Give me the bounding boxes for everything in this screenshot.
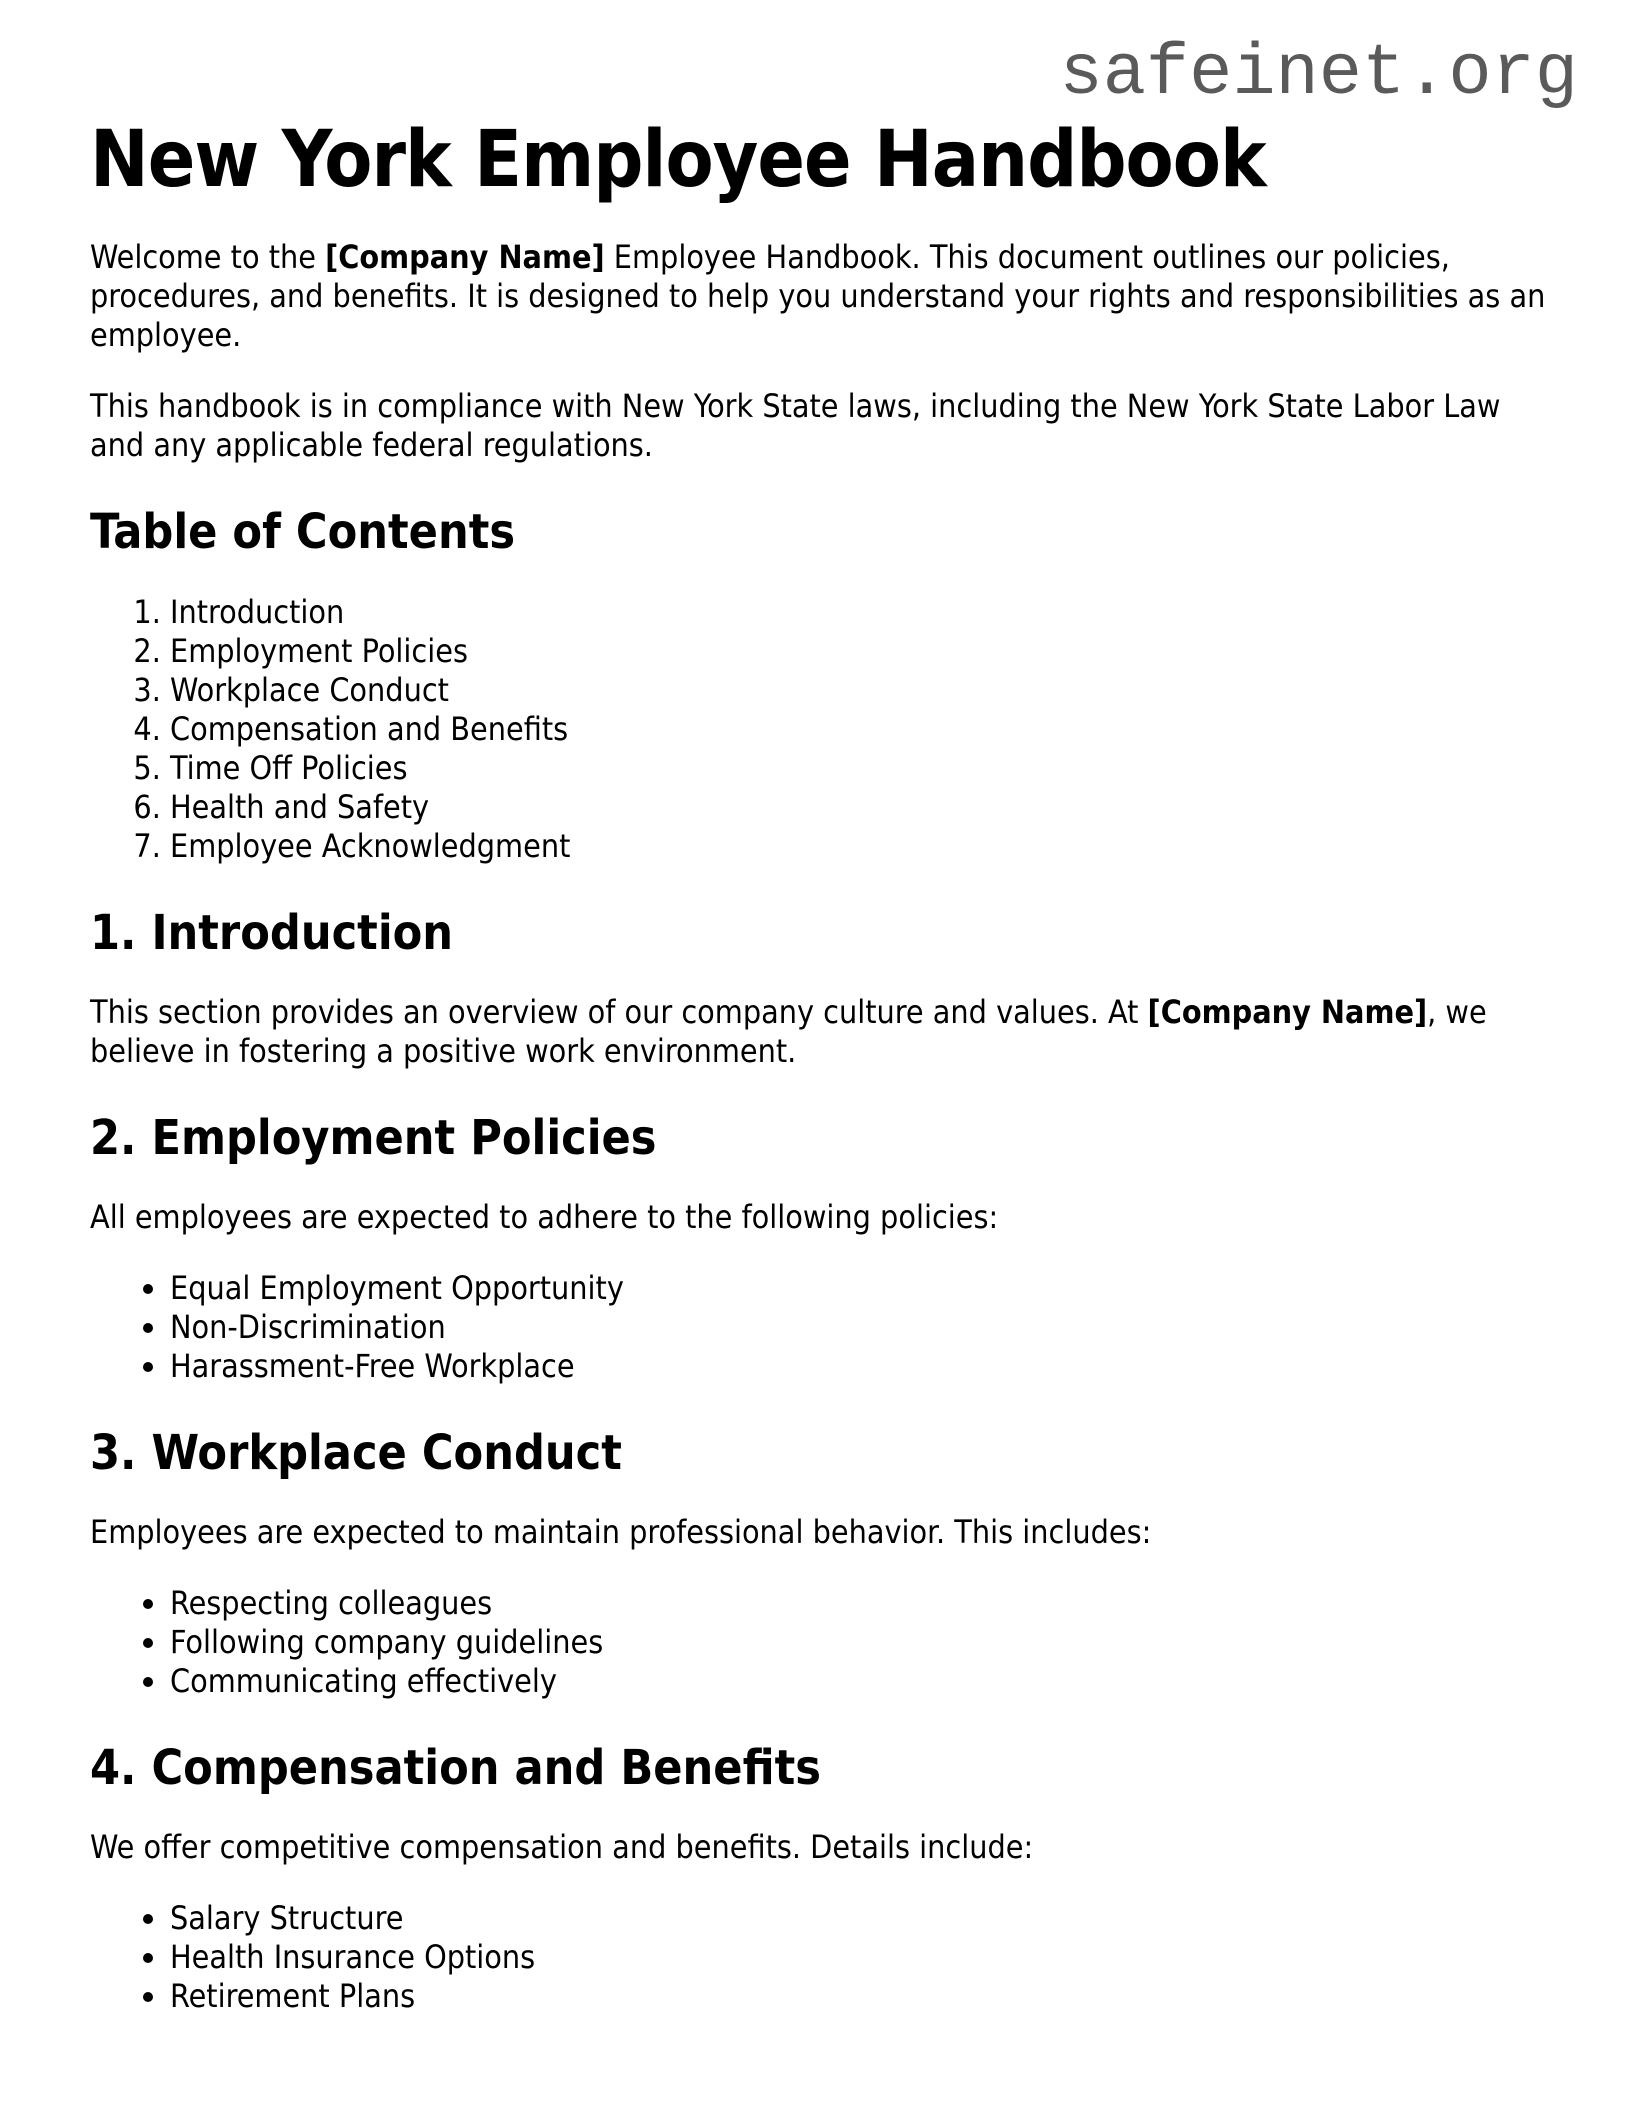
list-item: • Non-Discrimination bbox=[170, 1308, 1554, 1347]
welcome-paragraph: Welcome to the [Company Name] Employee Handbook. This document outlines our policies, procedures, and benefits. It is designed to help you understand your rights and responsibilities as an employee. bbox=[90, 238, 1546, 355]
list-item: • Salary Structure bbox=[170, 1899, 1554, 1938]
section-workplace-conduct bbox=[90, 1426, 1554, 1701]
toc-item-compensation-and-benefits: 4. Compensation and Benefits bbox=[170, 710, 1554, 749]
list-item: • Equal Employment Opportunity bbox=[170, 1269, 1554, 1308]
toc-heading: Table of Contents bbox=[90, 504, 516, 561]
list-item: • Following company guidelines bbox=[170, 1623, 1554, 1662]
toc-item-time-off-policies: 5. Time Off Policies bbox=[170, 749, 1554, 788]
section-compensation-and-benefits bbox=[90, 1741, 1554, 2016]
list-item: • Health Insurance Options bbox=[170, 1938, 1554, 1977]
section-heading-workplace-conduct: 3. Workplace Conduct bbox=[90, 1424, 622, 1481]
toc-list bbox=[90, 593, 1554, 866]
toc-item-introduction: 1. Introduction bbox=[170, 593, 1554, 632]
page-title: New York Employee Handbook bbox=[90, 115, 1266, 205]
section-body-workplace-conduct: Employees are expected to maintain professional behavior. This includes: bbox=[90, 1513, 1152, 1552]
site-logo: safeinet.org bbox=[1059, 33, 1578, 115]
section-heading-introduction: 1. Introduction bbox=[90, 904, 454, 961]
list-item: • Communicating effectively bbox=[170, 1662, 1554, 1701]
compliance-paragraph: This handbook is in compliance with New York State laws, including the New York State Labor Law and any applicable federal regulations. bbox=[90, 387, 1501, 465]
list-item: • Harassment-Free Workplace bbox=[170, 1347, 1554, 1386]
section-heading-compensation-and-benefits: 4. Compensation and Benefits bbox=[90, 1740, 821, 1797]
section-body-introduction: This section provides an overview of our company culture and values. At [Company Name], we believe in fostering a positive work environment. bbox=[90, 992, 1487, 1070]
section-employment-policies bbox=[90, 1111, 1554, 1386]
employment-policies-list bbox=[90, 1269, 1554, 1386]
list-item: • Respecting colleagues bbox=[170, 1584, 1554, 1623]
toc-item-employee-acknowledgment: 7. Employee Acknowledgment bbox=[170, 827, 1554, 866]
section-introduction bbox=[90, 906, 1554, 1071]
workplace-conduct-list bbox=[90, 1584, 1554, 1701]
section-body-compensation-and-benefits: We offer competitive compensation and benefits. Details include: bbox=[90, 1828, 1034, 1867]
section-heading-employment-policies: 2. Employment Policies bbox=[90, 1109, 657, 1166]
toc-item-employment-policies: 2. Employment Policies bbox=[170, 632, 1554, 671]
compensation-benefits-list bbox=[90, 1899, 1554, 2016]
toc-item-health-and-safety: 6. Health and Safety bbox=[170, 788, 1554, 827]
list-item: • Retirement Plans bbox=[170, 1977, 1554, 2016]
section-body-employment-policies: All employees are expected to adhere to the following policies: bbox=[90, 1197, 999, 1236]
toc-item-workplace-conduct: 3. Workplace Conduct bbox=[170, 671, 1554, 710]
